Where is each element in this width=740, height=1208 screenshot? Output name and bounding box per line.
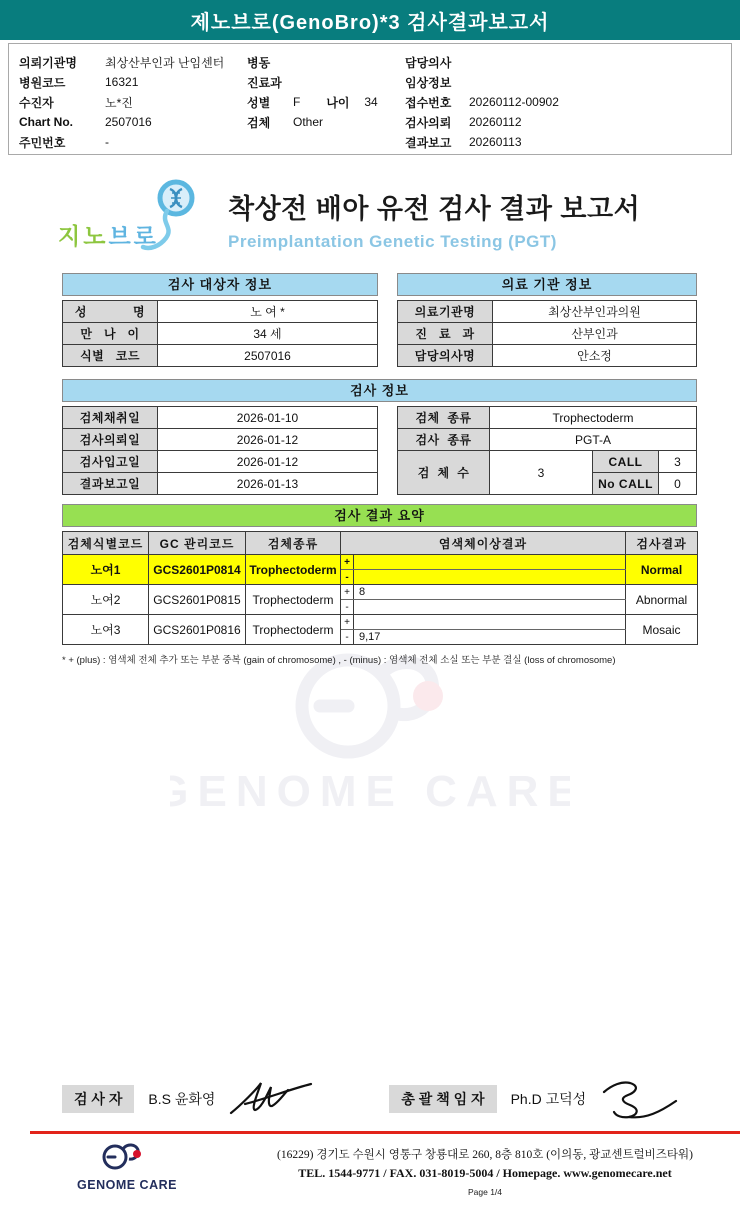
plus-cell: + — [341, 555, 354, 570]
info-field-doctor: 담당의사 — [405, 55, 452, 70]
test-info-tables — [62, 406, 697, 495]
result-footnote: * + (plus) : 염색체 전체 추가 또는 부분 중복 (gain of chromosome) , - (minus) : 염색체 전체 소실 또는 부분 결실 (loss of chromosome) — [62, 655, 616, 666]
test-type-table — [397, 406, 697, 495]
footer-contact: TEL. 1544-9771 / FAX. 031-8019-5004 / Homepage. www.genomecare.net — [298, 1166, 672, 1180]
director-signature — [598, 1078, 680, 1120]
plus-cell: + — [341, 615, 354, 630]
section-subject-institution-tables — [62, 300, 697, 367]
subject-info-header: 검사 대상자 정보 — [62, 273, 378, 296]
director-label: 총 괄 책 임 자 — [389, 1085, 496, 1113]
table-row: 검사의뢰일 2026-01-12 — [63, 429, 378, 451]
info-field-specimen: 검체 Other — [247, 115, 324, 130]
institution-info-table — [397, 300, 697, 367]
examiner-signature-group — [62, 1079, 315, 1119]
table-row: No CALL 0 — [398, 473, 697, 495]
director-name: Ph.D 고덕성 — [510, 1091, 587, 1107]
gain-result-cell: 8 — [354, 585, 626, 600]
loss-result-cell — [354, 570, 626, 585]
genomecare-logo-text: GENOME CARE — [77, 1178, 177, 1192]
genobro-logo — [58, 179, 210, 259]
genomecare-watermark — [170, 648, 570, 828]
table-row: 검체채취일 2026-01-10 — [63, 407, 378, 429]
info-field-department: 진료과 — [247, 75, 282, 90]
result-summary-table — [62, 531, 698, 645]
footer-address: (16229) 경기도 수원시 영통구 창룡대로 260, 8층 810호 (이의동, 광교센트럴비즈타워) — [277, 1149, 693, 1161]
request-info-box — [8, 43, 732, 155]
table-row: 만 나 이 34 세 — [63, 323, 378, 345]
minus-cell: - — [341, 570, 354, 585]
table-row: 의료기관명 최상산부인과의원 — [398, 301, 697, 323]
info-field-clinical-info: 임상정보 — [405, 75, 452, 90]
table-row: 진 료 과 산부인과 — [398, 323, 697, 345]
table-row: 노여1 GCS2601P0814 Trophectoderm + Normal — [63, 555, 698, 570]
table-row: 담당의사명 안소정 — [398, 345, 697, 367]
table-row: 성 명 노 여 * — [63, 301, 378, 323]
test-info-header: 검사 정보 — [62, 379, 697, 402]
plus-cell: + — [341, 585, 354, 600]
info-field-request-date: 검사의뢰 20260112 — [405, 115, 522, 130]
table-row: 노여3 GCS2601P0816 Trophectoderm + Mosaic — [63, 615, 698, 630]
genomecare-logo-icon — [99, 1142, 155, 1172]
signature-row — [62, 1078, 702, 1120]
minus-cell: - — [341, 630, 354, 645]
loss-result-cell — [354, 600, 626, 615]
report-title-block — [228, 179, 640, 252]
subject-info-table — [62, 300, 378, 367]
genomecare-watermark-icon — [170, 648, 570, 823]
request-info-col3 — [405, 52, 721, 152]
result-table-header-row: 검체식별코드 GC 관리코드 검체종류 염색체이상결과 검사결과 — [63, 532, 698, 555]
info-field-ward: 병동 — [247, 55, 271, 70]
info-field-resident-no: 주민번호 - — [19, 135, 109, 150]
info-field-sex-age: 성별 F 나이 34 — [247, 95, 378, 110]
info-field-institution: 의뢰기관명 최상산부인과 난임센터 — [19, 55, 225, 70]
info-field-receipt-no: 접수번호 20260112-00902 — [405, 95, 559, 110]
gain-result-cell — [354, 615, 626, 630]
report-banner-title: 제노브로(GenoBro)*3 검사결과보고서 — [190, 11, 550, 34]
page-title: 착상전 배아 유전 검사 결과 보고서 — [228, 194, 641, 224]
report-banner — [0, 0, 740, 40]
gain-result-cell — [354, 555, 626, 570]
table-row: 검사입고일 2026-01-12 — [63, 451, 378, 473]
examiner-signature — [227, 1079, 315, 1119]
table-row: 검체 종류 Trophectoderm — [398, 407, 697, 429]
result-summary-header: 검사 결과 요약 — [62, 504, 697, 527]
director-signature-group — [389, 1078, 680, 1120]
watermark-text: GENOME CARE — [170, 767, 570, 816]
table-row: 노여2 GCS2601P0815 Trophectoderm + 8 Abnormal — [63, 585, 698, 600]
minus-cell: - — [341, 600, 354, 615]
page-number: Page 1/4 — [467, 1187, 503, 1197]
info-field-patient: 수진자 노*진 — [19, 95, 133, 110]
genobro-logo-text: 지노브로 — [58, 223, 159, 249]
genomecare-footer-logo — [72, 1142, 182, 1192]
request-info-col2 — [247, 52, 405, 152]
page-subtitle: Preimplantation Genetic Testing (PGT) — [228, 232, 557, 251]
loss-result-cell: 9,17 — [354, 630, 626, 645]
footer-divider — [30, 1131, 740, 1134]
table-row: 결과보고일 2026-01-13 — [63, 473, 378, 495]
test-dates-table — [62, 406, 378, 495]
table-row: 검 체 수 3 CALL 3 — [398, 451, 697, 473]
institution-info-header: 의료 기관 정보 — [397, 273, 697, 296]
request-info-col1 — [19, 52, 247, 152]
footer-address-block — [245, 1146, 725, 1197]
table-row: 검사 종류 PGT-A — [398, 429, 697, 451]
table-row: 식별 코드 2507016 — [63, 345, 378, 367]
info-field-report-date: 결과보고 20260113 — [405, 135, 522, 150]
title-row — [58, 179, 740, 263]
examiner-label: 검 사 자 — [62, 1085, 134, 1113]
info-field-hospital-code: 병원코드 16321 — [19, 75, 139, 90]
examiner-name: B.S 윤화영 — [148, 1091, 216, 1107]
info-field-chart-no: Chart No. 2507016 — [19, 115, 152, 129]
section-subject-institution-headers — [62, 273, 697, 296]
